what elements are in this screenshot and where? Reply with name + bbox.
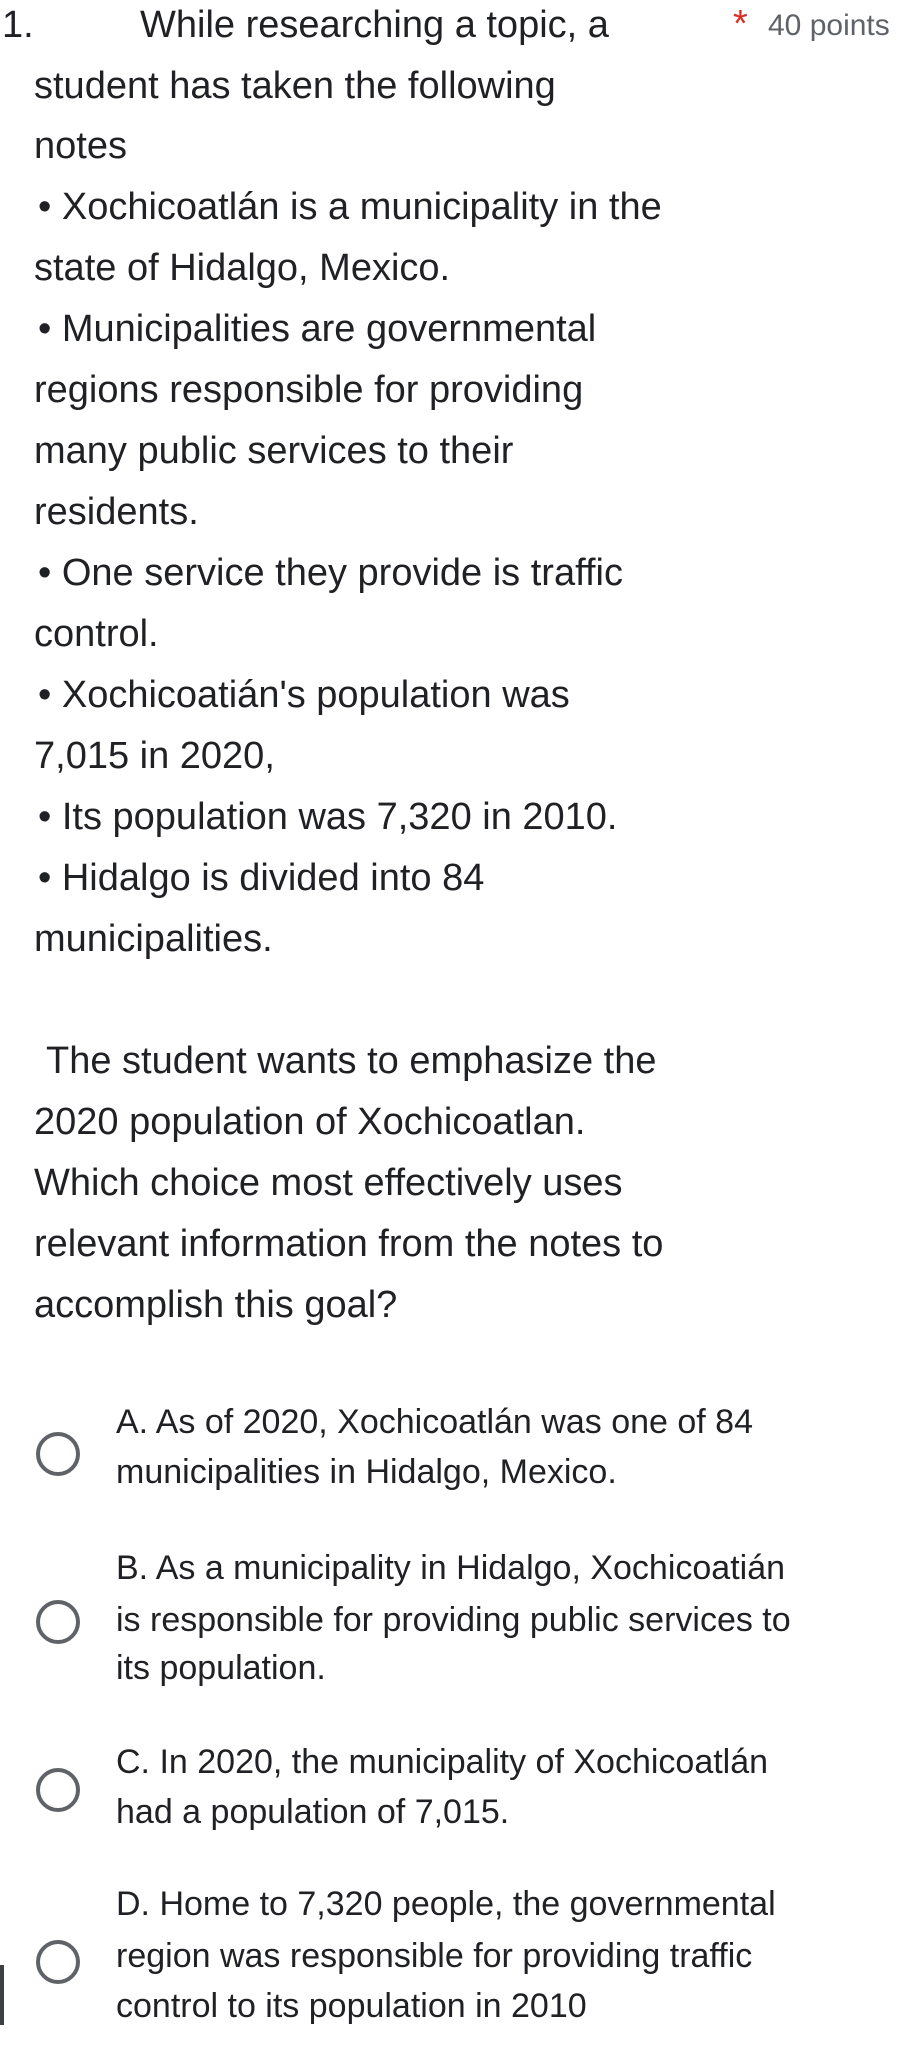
option-d-label: region was responsible for providing traffic <box>116 1937 753 1975</box>
note-line: • Its population was 7,320 in 2010. <box>38 796 618 838</box>
note-line: state of Hidalgo, Mexico. <box>34 247 451 289</box>
question-title-first-line: While researching a topic, a <box>140 4 609 46</box>
note-line: regions responsible for providing <box>34 369 584 411</box>
prompt-line: accomplish this goal? <box>34 1284 398 1326</box>
required-asterisk-icon: * <box>733 3 748 45</box>
option-a-radio[interactable] <box>36 1432 80 1476</box>
option-a-label: municipalities in Hidalgo, Mexico. <box>116 1453 617 1491</box>
option-c-radio[interactable] <box>36 1768 80 1812</box>
left-edge-mark <box>0 1965 4 2025</box>
option-a-label: A. As of 2020, Xochicoatlán was one of 84 <box>116 1403 753 1441</box>
option-d-label: control to its population in 2010 <box>116 1987 587 2025</box>
note-line: residents. <box>34 491 199 533</box>
question-header <box>0 0 913 60</box>
option-b-radio[interactable] <box>36 1600 80 1644</box>
note-line: • Xochicoatlán is a municipality in the <box>38 186 662 228</box>
note-line: • Municipalities are governmental <box>38 308 597 350</box>
option-d-label: D. Home to 7,320 people, the governmental <box>116 1885 776 1923</box>
option-c-label: C. In 2020, the municipality of Xochicoatlán <box>116 1743 769 1781</box>
note-line: • Xochicoatián's population was <box>38 674 570 716</box>
option-b-label: is responsible for providing public services to <box>116 1601 791 1639</box>
note-line: control. <box>34 613 159 655</box>
note-line: • One service they provide is traffic <box>38 552 623 594</box>
note-line: 7,015 in 2020, <box>34 735 275 777</box>
question-points: 40 points <box>768 9 890 42</box>
note-line: municipalities. <box>34 918 273 960</box>
prompt-line: 2020 population of Xochicoatlan. <box>34 1101 586 1143</box>
option-d-radio[interactable] <box>36 1940 80 1984</box>
option-c[interactable] <box>0 1740 913 1850</box>
option-b[interactable] <box>0 1546 913 1706</box>
note-line: many public services to their <box>34 430 514 472</box>
prompt-line: relevant information from the notes to <box>34 1223 664 1265</box>
note-line: • Hidalgo is divided into 84 <box>38 857 485 899</box>
prompt-line: Which choice most effectively uses <box>34 1162 623 1204</box>
prompt-line: The student wants to emphasize the <box>46 1040 657 1082</box>
option-d[interactable] <box>0 1882 913 2042</box>
option-b-label: its population. <box>116 1649 326 1687</box>
option-b-label: B. As a municipality in Hidalgo, Xochicoatián <box>116 1549 786 1587</box>
option-c-label: had a population of 7,015. <box>116 1793 510 1831</box>
intro-line: notes <box>34 125 127 167</box>
option-a[interactable] <box>0 1400 913 1510</box>
question-number: 1. <box>2 4 34 46</box>
intro-line: student has taken the following <box>34 65 556 107</box>
